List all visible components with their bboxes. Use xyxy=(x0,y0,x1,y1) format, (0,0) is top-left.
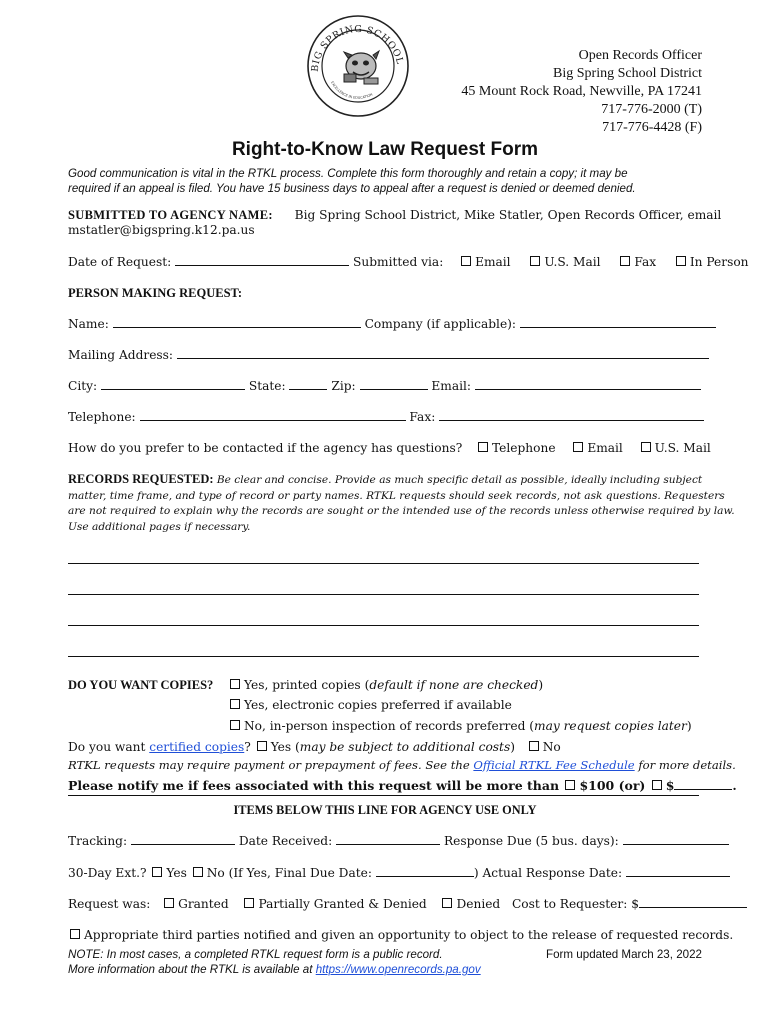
mailing-label: Mailing Address: xyxy=(68,348,174,362)
date-request-row xyxy=(68,255,749,269)
tracking-field[interactable] xyxy=(131,834,235,845)
notify-100-checkbox[interactable] xyxy=(565,780,575,790)
copies-printed-note: default if none are checked xyxy=(369,678,539,692)
agency-divider xyxy=(68,795,699,796)
name-field[interactable] xyxy=(113,317,361,328)
pref-telephone-checkbox[interactable] xyxy=(478,442,488,452)
certified-prefix: Do you want xyxy=(68,740,150,754)
notify-end: . xyxy=(732,778,737,793)
officer-title: Open Records Officer xyxy=(578,48,702,63)
pref-mail-label: U.S. Mail xyxy=(654,441,711,455)
notify-row xyxy=(68,778,737,793)
copies-inspection-label: No, in-person inspection of records preferred ( xyxy=(244,719,535,733)
officer-address-block xyxy=(461,47,702,137)
third-parties-label: Appropriate third parties notified and given an opportunity to object to the release of requested records. xyxy=(84,928,734,942)
third-parties-checkbox[interactable] xyxy=(70,929,80,939)
request-was-label: Request was: xyxy=(68,897,151,911)
company-label: Company (if applicable): xyxy=(364,317,517,331)
certified-no-label: No xyxy=(542,740,561,754)
copies-inspection-note: may request copies later xyxy=(534,719,687,733)
copies-inspection-checkbox[interactable] xyxy=(230,720,240,730)
response-due-label: Response Due (5 bus. days): xyxy=(443,834,619,848)
date-of-request-label: Date of Request: xyxy=(68,255,172,269)
fee-schedule-link[interactable]: Official RTKL Fee Schedule xyxy=(473,758,635,772)
state-field[interactable] xyxy=(289,379,327,390)
submitted-to-label: SUBMITTED TO AGENCY NAME: xyxy=(68,208,273,222)
copies-printed-checkbox[interactable] xyxy=(230,679,240,689)
pref-mail-checkbox[interactable] xyxy=(641,442,651,452)
pref-email-checkbox[interactable] xyxy=(573,442,583,452)
via-mail-checkbox[interactable] xyxy=(530,256,540,266)
copies-electronic-label: Yes, electronic copies preferred if available xyxy=(244,698,512,712)
submitted-to-row xyxy=(68,208,721,223)
cost-field[interactable] xyxy=(639,897,747,908)
via-mail-label: U.S. Mail xyxy=(544,255,601,269)
via-email-label: Email xyxy=(475,255,511,269)
notify-100-label: $100 (or) xyxy=(579,778,646,793)
mailing-field[interactable] xyxy=(177,348,709,359)
telephone-row xyxy=(68,410,704,424)
zip-label: Zip: xyxy=(331,379,356,393)
person-heading: PERSON MAKING REQUEST: xyxy=(68,286,243,300)
openrecords-link[interactable]: https://www.openrecords.pa.gov xyxy=(315,963,481,976)
third-parties-row xyxy=(68,928,733,942)
state-label: State: xyxy=(248,379,286,393)
certified-yes-note: may be subject to additional costs xyxy=(299,740,511,754)
telephone-label: Telephone: xyxy=(68,410,136,424)
certified-yes-close: ) xyxy=(510,740,515,754)
logo-ring-text: BIG SPRING SCHOOL xyxy=(309,23,406,73)
denied-label: Denied xyxy=(456,897,501,911)
intro-line-2: required if an appeal is filed. You have 15 business days to appeal after a request is denied or deemed denied. xyxy=(68,182,636,195)
officer-district: Big Spring School District xyxy=(553,66,702,81)
copies-heading: DO YOU WANT COPIES? xyxy=(68,678,214,692)
response-due-field[interactable] xyxy=(623,834,729,845)
ext-no-label: No (If Yes, Final Due Date: xyxy=(206,866,372,880)
actual-response-label: Actual Response Date: xyxy=(482,866,623,880)
fax-label: Fax: xyxy=(409,410,436,424)
certified-yes-label: Yes ( xyxy=(270,740,300,754)
ext-yes-checkbox[interactable] xyxy=(152,867,162,877)
fees-prefix: RTKL requests may require payment or prepayment of fees. See the xyxy=(68,758,474,772)
city-row xyxy=(68,379,701,393)
submitted-to-value-2: mstatler@bigspring.k12.pa.us xyxy=(68,223,255,237)
actual-response-field[interactable] xyxy=(626,866,730,877)
copies-electronic-checkbox[interactable] xyxy=(230,699,240,709)
officer-address: 45 Mount Rock Road, Newville, PA 17241 xyxy=(461,84,702,99)
copies-opt-2 xyxy=(228,698,512,712)
records-block xyxy=(68,472,735,535)
records-line-2[interactable] xyxy=(68,594,699,595)
zip-field[interactable] xyxy=(360,379,428,390)
date-received-field[interactable] xyxy=(336,834,440,845)
copies-inspection-close: ) xyxy=(686,719,692,733)
granted-label: Granted xyxy=(178,897,229,911)
ext-no-checkbox[interactable] xyxy=(193,867,203,877)
tracking-row xyxy=(68,834,729,848)
via-fax-label: Fax xyxy=(634,255,657,269)
via-in-person-checkbox[interactable] xyxy=(676,256,686,266)
via-in-person-label: In Person xyxy=(689,255,749,269)
tracking-label: Tracking: xyxy=(68,834,128,848)
date-received-label: Date Received: xyxy=(238,834,333,848)
form-title: Right-to-Know Law Request Form xyxy=(231,139,539,160)
footer-more-info xyxy=(68,963,481,976)
copies-printed-close: ) xyxy=(538,678,544,692)
denied-checkbox[interactable] xyxy=(442,898,452,908)
bulldog-mascot-icon xyxy=(344,51,379,84)
officer-phone: 717-776-2000 (T) xyxy=(601,102,702,117)
granted-checkbox[interactable] xyxy=(164,898,174,908)
via-fax-checkbox[interactable] xyxy=(620,256,630,266)
partially-granted-label: Partially Granted & Denied xyxy=(258,897,427,911)
name-row xyxy=(68,317,716,331)
certified-yes-checkbox[interactable] xyxy=(257,741,267,751)
partially-granted-checkbox[interactable] xyxy=(244,898,254,908)
company-field[interactable] xyxy=(520,317,716,328)
footer-note: NOTE: In most cases, a completed RTKL request form is a public record. xyxy=(68,948,443,961)
records-line-3[interactable] xyxy=(68,625,699,626)
records-text-4: Use additional pages if necessary. xyxy=(68,520,251,533)
submitted-to-value-1: Big Spring School District, Mike Statler, Open Records Officer, email xyxy=(294,208,722,222)
ext-yes-label: Yes xyxy=(166,866,187,880)
fax-field[interactable] xyxy=(439,410,704,421)
more-info-text: More information about the RTKL is available at xyxy=(68,963,316,976)
notify-custom-label: $ xyxy=(665,778,675,793)
cost-label: Cost to Requester: $ xyxy=(511,897,639,911)
notify-custom-amount[interactable] xyxy=(674,779,732,790)
records-line-1[interactable] xyxy=(68,563,699,564)
records-text-2: matter, time frame, and type of record or party names. RTKL requests should seek records, not ask questions. Requesters xyxy=(68,489,725,502)
records-line-4[interactable] xyxy=(68,656,699,657)
notify-text: Please notify me if fees associated with this request will be more than xyxy=(68,778,560,793)
ext-label: 30-Day Ext.? xyxy=(68,866,147,880)
intro-text xyxy=(68,166,636,196)
certified-row xyxy=(68,740,561,754)
fees-suffix: for more details. xyxy=(634,758,736,772)
contact-pref-question: How do you prefer to be contacted if the agency has questions? xyxy=(68,441,463,455)
copies-opt-1 xyxy=(228,678,543,692)
pref-telephone-label: Telephone xyxy=(492,441,556,455)
agency-use-heading: ITEMS BELOW THIS LINE FOR AGENCY USE ONLY xyxy=(233,803,537,817)
contact-pref-row xyxy=(68,441,711,455)
request-was-row xyxy=(68,897,747,911)
logo-inner-text: EXCELLENCE IN EDUCATION xyxy=(330,80,374,100)
records-heading: RECORDS REQUESTED: xyxy=(68,472,214,486)
certified-q: ? xyxy=(244,740,251,754)
notify-custom-checkbox[interactable] xyxy=(652,780,662,790)
officer-fax: 717-776-4428 (F) xyxy=(602,120,702,135)
records-text-3: are not required to explain why the records are sought or the intended use of the records unless otherwise required by law. xyxy=(68,505,735,517)
intro-line-1: Good communication is vital in the RTKL process. Complete this form thoroughly and retain a copy; it may be xyxy=(68,167,628,180)
mailing-row xyxy=(68,348,709,362)
name-label: Name: xyxy=(68,317,109,331)
pref-email-label: Email xyxy=(587,441,623,455)
copies-opt-3 xyxy=(228,719,692,733)
form-updated: Form updated March 23, 2022 xyxy=(546,948,702,961)
city-label: City: xyxy=(68,379,98,393)
via-email-checkbox[interactable] xyxy=(461,256,471,266)
telephone-field[interactable] xyxy=(140,410,406,421)
submitted-via-label: Submitted via: xyxy=(353,255,444,269)
district-seal-logo xyxy=(306,14,410,118)
email-field[interactable] xyxy=(475,379,701,390)
final-due-date-field[interactable] xyxy=(376,866,474,877)
ext-row xyxy=(68,866,730,880)
fees-row xyxy=(68,758,736,772)
city-field[interactable] xyxy=(101,379,245,390)
ext-close: ) xyxy=(473,866,479,880)
certified-copies-link[interactable]: certified copies xyxy=(149,740,245,754)
records-text-1: Be clear and concise. Provide as much specific detail as possible, ideally including subject xyxy=(216,474,703,486)
copies-printed-label: Yes, printed copies ( xyxy=(244,678,370,692)
certified-no-checkbox[interactable] xyxy=(529,741,539,751)
date-of-request-field[interactable] xyxy=(175,255,349,266)
email-label: Email: xyxy=(431,379,472,393)
